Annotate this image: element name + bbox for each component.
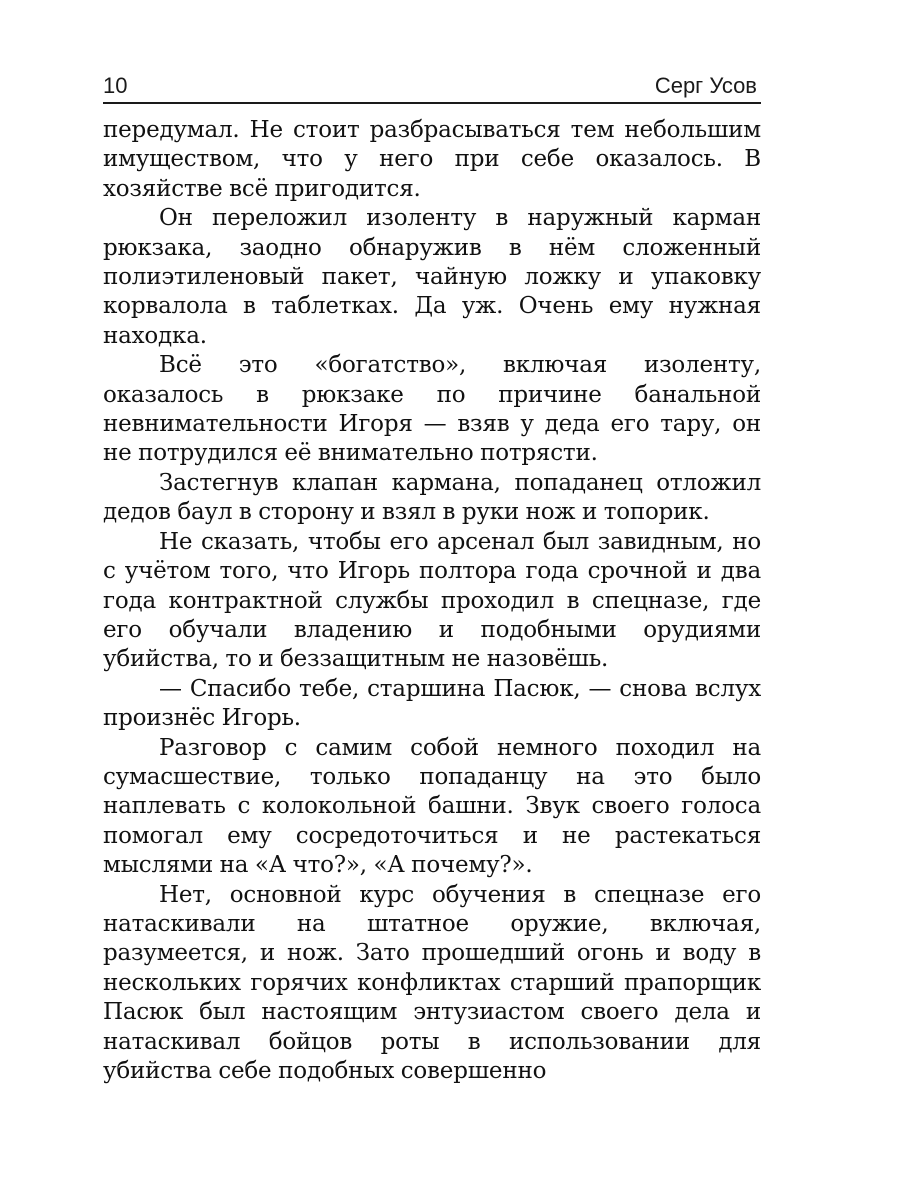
- running-header: [103, 68, 761, 104]
- paragraph: Не сказать, чтобы его арсенал был завидным, но с учётом того, что Игорь полтора года срочной и два года контрактной службы проходил в спецназе, где его обучали владению и подобными орудиями убийства, то и беззащитным не назовёшь.: [103, 528, 761, 673]
- paragraph: Всё это «богатство», включая изоленту, оказалось в рюкзаке по причине банальной невнимательности Игоря — взяв у деда его тару, он не потрудился её внимательно потрясти.: [103, 352, 761, 467]
- running-author: Серг Усов: [654, 73, 757, 98]
- paragraph: Он переложил изоленту в наружный карман рюкзака, заодно обнаружив в нём сложенный полиэтиленовый пакет, чайную ложку и упаковку корвалола в таблетках. Да уж. Очень ему нужная находка.: [103, 205, 761, 349]
- body-text: [103, 116, 761, 1086]
- paragraph: Нет, основной курс обучения в спецназе его натаскивали на штатное оружие, включая, разумеется, и нож. Зато прошедший огонь и воду в нескольких горячих конфликтах старший прапорщик Пасюк был настоящим энтузиастом своего дела и натаскивал бойцов роты в использовании для убийства себе подобных совершенно: [103, 881, 761, 1084]
- dialogue-paragraph: — Спасибо тебе, старшина Пасюк, — снова вслух произнёс Игорь.: [103, 675, 761, 732]
- paragraph: Застегнув клапан кармана, попаданец отложил дедов баул в сторону и взял в руки нож и топорик.: [103, 469, 761, 526]
- page-number: 10: [103, 73, 128, 98]
- paragraph: передумал. Не стоит разбрасываться тем небольшим имуществом, что у него при себе оказалось. В хозяйстве всё пригодится.: [103, 117, 761, 202]
- book-page: [103, 68, 761, 1086]
- paragraph: Разговор с самим собой немного походил на сумасшествие, только попаданцу на это было наплевать с колокольной башни. Звук своего голоса помогал ему сосредоточиться и не растекаться мыслями на «А что?», «А почему?».: [103, 734, 761, 879]
